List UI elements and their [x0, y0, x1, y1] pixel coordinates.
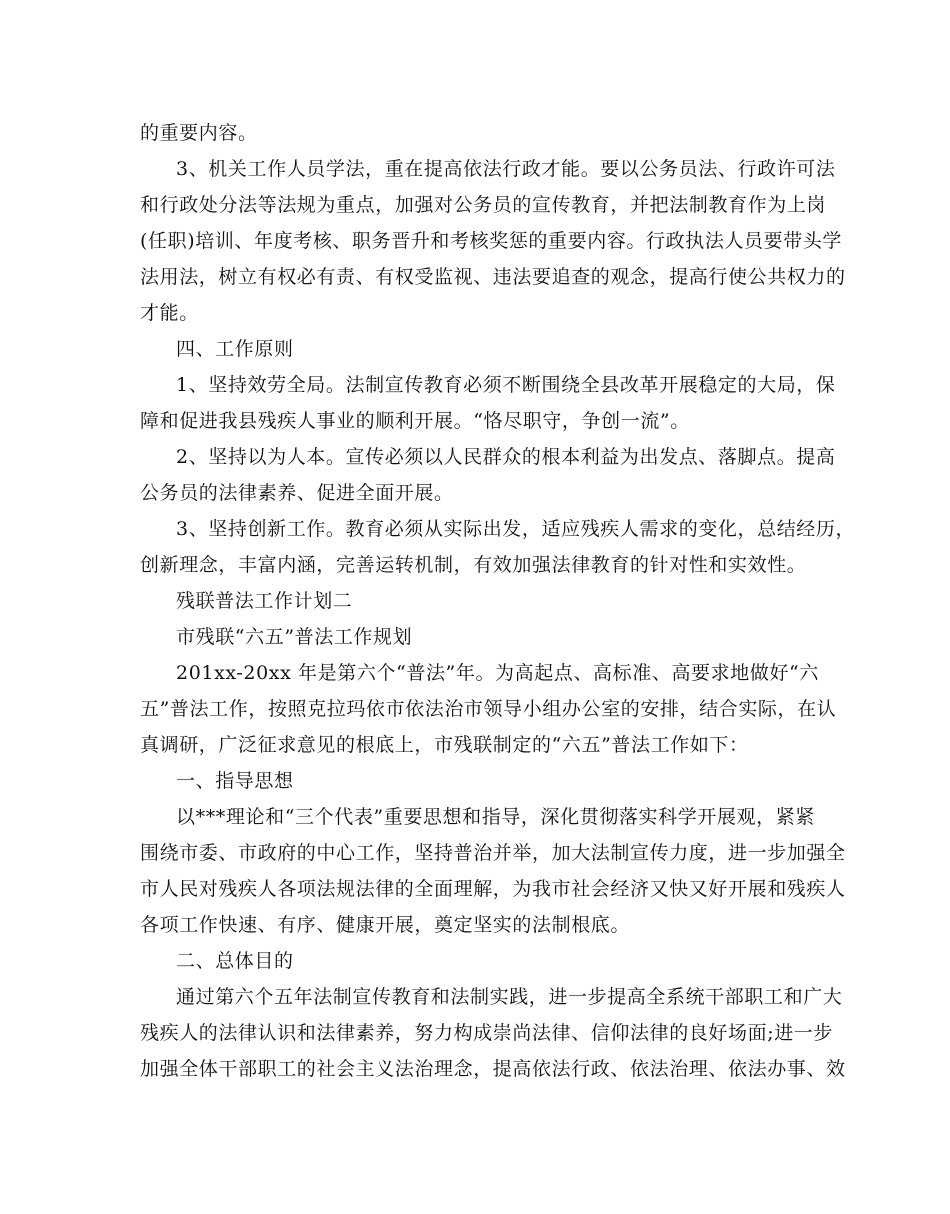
text-line-11: 公务员的法律素养、促进全面开展。 — [140, 482, 454, 504]
text-line-4: (任职)培训、年度考核、职务晋升和考核奖惩的重要内容。行政执法人员要带头学 — [140, 230, 843, 252]
text-line-26: 残疾人的法律认识和法律素养，努力构成崇尚法律、信仰法律的良好场面;进一步 — [140, 1022, 834, 1044]
text-line-6: 才能。 — [140, 302, 199, 324]
text-line-8: 1、坚持效劳全局。法制宣传教育必须不断围绕全县改革开展稳定的大局，保 — [176, 374, 836, 396]
text-line-1: 的重要内容。 — [140, 122, 258, 144]
section-heading-guiding-ideology: 一、指导思想 — [176, 770, 294, 792]
document-title: 市残联“六五”普法工作规划 — [176, 626, 413, 648]
text-line-18: 真调研，广泛征求意见的根底上，市残联制定的“六五”普法工作如下： — [140, 734, 749, 756]
text-line-25: 通过第六个五年法制宣传教育和法制实践，进一步提高全系统干部职工和广大 — [176, 986, 843, 1008]
text-line-16: 201xx-20xx 年是第六个“普法”年。为高起点、高标准、高要求地做好“六 — [176, 662, 819, 684]
text-line-10: 2、坚持以为人本。宣传必须以人民群众的根本利益为出发点、落脚点。提高 — [176, 446, 836, 468]
text-line-12: 3、坚持创新工作。教育必须从实际出发，适应残疾人需求的变化，总结经历， — [176, 518, 856, 540]
text-line-21: 围绕市委、市政府的中心工作，坚持普治并举，加大法制宣传力度，进一步加强全 — [140, 842, 846, 864]
text-line-22: 市人民对残疾人各项法规法律的全面理解，为我市社会经济又快又好开展和残疾人 — [140, 878, 846, 900]
section-heading-work-principles: 四、工作原则 — [176, 338, 294, 360]
document-heading-plan-two: 残联普法工作计划二 — [176, 590, 353, 612]
text-line-5: 法用法，树立有权必有责、有权受监视、违法要追查的观念，提高行使公共权力的 — [140, 266, 846, 288]
section-heading-overall-goal: 二、总体目的 — [176, 950, 294, 972]
text-line-17: 五”普法工作，按照克拉玛依市依法治市领导小组办公室的安排，结合实际，在认 — [140, 698, 837, 720]
text-line-13: 创新理念，丰富内涵，完善运转机制，有效加强法律教育的针对性和实效性。 — [140, 554, 807, 576]
text-line-9: 障和促进我县残疾人事业的顺利开展。“恪尽职守，争创一流”。 — [140, 410, 690, 432]
text-line-2: 3、机关工作人员学法，重在提高依法行政才能。要以公务员法、行政许可法 — [176, 158, 836, 180]
text-line-20: 以***理论和“三个代表”重要思想和指导，深化贯彻落实科学开展观，紧紧 — [176, 806, 815, 828]
text-line-27: 加强全体干部职工的社会主义法治理念，提高依法行政、依法治理、依法办事、效 — [140, 1058, 846, 1080]
text-line-23: 各项工作快速、有序、健康开展，奠定坚实的法制根底。 — [140, 914, 631, 936]
text-line-3: 和行政处分法等法规为重点，加强对公务员的宣传教育，并把法制教育作为上岗 — [140, 194, 827, 216]
